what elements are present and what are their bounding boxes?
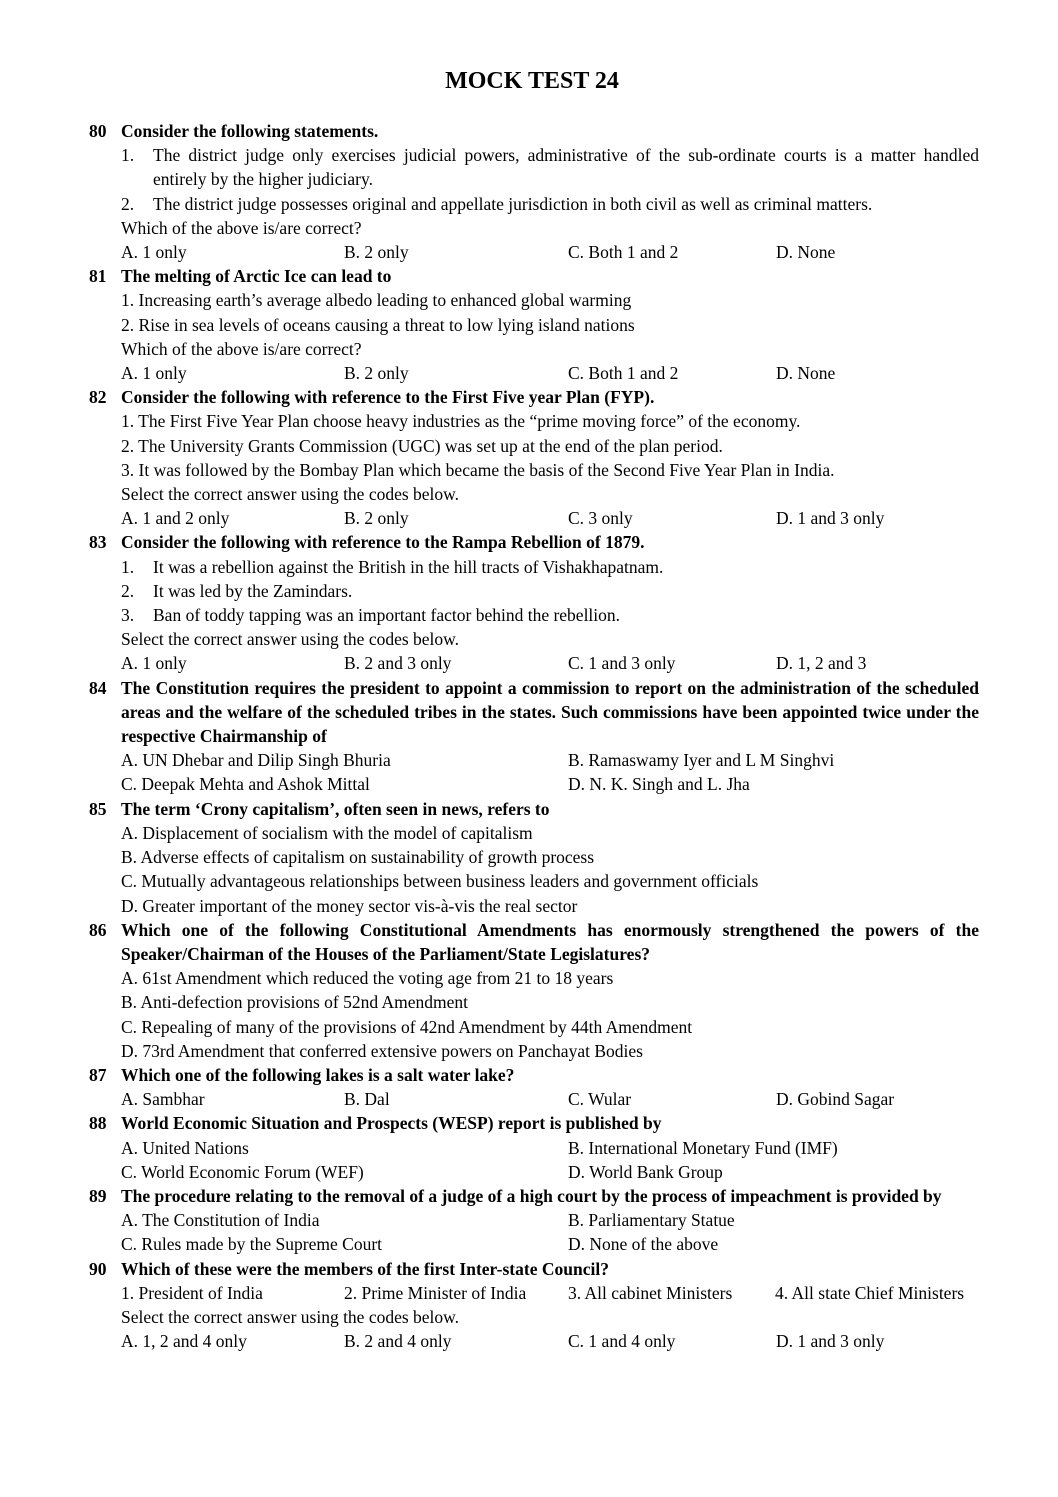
option-a: A. Displacement of socialism with the model of capitalism	[121, 822, 533, 843]
question-number: 87	[89, 1064, 107, 1085]
question-prompt: Which of the above is/are correct?	[121, 217, 362, 238]
option-d: D. N. K. Singh and L. Jha	[568, 774, 750, 795]
questions-list	[89, 119, 979, 1353]
option-d: D. 73rd Amendment that conferred extensive powers on Panchayat Bodies	[121, 1040, 643, 1061]
options-row	[121, 1232, 979, 1256]
question-number: 85	[89, 798, 107, 819]
option-a: A. 1 only	[121, 242, 187, 263]
option-c: C. 1 and 4 only	[568, 1331, 676, 1352]
statement: 1. The First Five Year Plan choose heavy industries as the “prime moving force” of the economy.	[121, 411, 801, 432]
option-d: D. Gobind Sagar	[776, 1089, 895, 1110]
question-90	[89, 1257, 979, 1354]
question-number: 86	[89, 919, 107, 940]
options-row	[121, 1087, 979, 1111]
option-c: C. 1 and 3 only	[568, 653, 676, 674]
options-row	[121, 1329, 979, 1353]
option-a: A. Sambhar	[121, 1089, 205, 1110]
option-b: B. International Monetary Fund (IMF)	[568, 1137, 838, 1158]
statement: 2. Rise in sea levels of oceans causing a threat to low lying island nations	[121, 314, 635, 335]
option-b: B. Dal	[344, 1089, 390, 1110]
option-b: B. Anti-defection provisions of 52nd Amendment	[121, 992, 469, 1013]
question-85	[89, 797, 979, 918]
question-text: World Economic Situation and Prospects (WESP) report is published by	[121, 1113, 662, 1134]
question-87	[89, 1063, 979, 1111]
question-number: 89	[89, 1185, 107, 1206]
option-c: C. Deepak Mehta and Ashok Mittal	[121, 774, 370, 795]
question-number: 83	[89, 532, 107, 553]
question-83	[89, 530, 979, 675]
option-b: B. 2 only	[344, 363, 409, 384]
member-item: 4. All state Chief Ministers	[775, 1282, 965, 1303]
question-text: The Constitution requires the president to appoint a commission to report on the administration of the scheduled areas and the welfare of the scheduled tribes in the states. Such commissions have been appointed twice under the respective Chairmanship of	[121, 677, 979, 747]
question-84	[89, 676, 979, 797]
option-c: C. Wular	[568, 1089, 632, 1110]
member-item: 2. Prime Minister of India	[344, 1282, 527, 1303]
question-number: 90	[89, 1258, 107, 1279]
options-row	[121, 240, 979, 264]
option-c: C. Both 1 and 2	[568, 363, 679, 384]
option-a: A. 61st Amendment which reduced the voting age from 21 to 18 years	[121, 968, 614, 989]
options-row	[121, 1136, 979, 1160]
option-a: A. UN Dhebar and Dilip Singh Bhuria	[121, 750, 391, 771]
options-row	[121, 361, 979, 385]
options-row	[121, 506, 979, 530]
option-c: C. World Economic Forum (WEF)	[121, 1161, 364, 1182]
option-b: B. Adverse effects of capitalism on sustainability of growth process	[121, 847, 595, 868]
option-b: B. 2 only	[344, 242, 409, 263]
question-prompt: Select the correct answer using the codes below.	[121, 484, 460, 505]
question-88	[89, 1111, 979, 1184]
statement: 3. Ban of toddy tapping was an important factor behind the rebellion.	[121, 605, 621, 626]
option-a: A. 1 and 2 only	[121, 508, 230, 529]
statement: 1. Increasing earth’s average albedo leading to enhanced global warming	[121, 290, 632, 311]
option-a: A. 1 only	[121, 653, 187, 674]
question-prompt: Select the correct answer using the codes below.	[121, 1306, 460, 1327]
option-a: A. 1 only	[121, 363, 187, 384]
option-c: C. Rules made by the Supreme Court	[121, 1234, 383, 1255]
question-text: Which one of the following Constitutional Amendments has enormously strengthened the powers of the Speaker/Chairman of the Houses of the Parliament/State Legislatures?	[121, 919, 979, 964]
question-text: Which of these were the members of the first Inter-state Council?	[121, 1258, 609, 1279]
option-b: B. Parliamentary Statue	[568, 1210, 735, 1231]
question-text: Which one of the following lakes is a salt water lake?	[121, 1064, 515, 1085]
question-81	[89, 264, 979, 385]
option-a: A. United Nations	[121, 1137, 249, 1158]
members-row	[121, 1281, 979, 1305]
option-d: D. 1, 2 and 3	[776, 653, 867, 674]
question-number: 82	[89, 387, 107, 408]
option-c: C. Both 1 and 2	[568, 242, 679, 263]
question-89	[89, 1184, 979, 1257]
question-text: The term ‘Crony capitalism’, often seen in news, refers to	[121, 798, 550, 819]
option-b: B. 2 only	[344, 508, 409, 529]
option-b: B. Ramaswamy Iyer and L M Singhvi	[568, 750, 835, 771]
member-item: 3. All cabinet Ministers	[568, 1282, 733, 1303]
question-86	[89, 918, 979, 1063]
member-item: 1. President of India	[121, 1282, 263, 1303]
statement: 1. It was a rebellion against the British in the hill tracts of Vishakhapatnam.	[121, 556, 664, 577]
option-d: D. None	[776, 242, 836, 263]
question-number: 84	[89, 677, 107, 698]
question-number: 88	[89, 1113, 107, 1134]
question-text: The melting of Arctic Ice can lead to	[121, 266, 392, 287]
option-d: D. World Bank Group	[568, 1161, 723, 1182]
statement: 2. It was led by the Zamindars.	[121, 580, 353, 601]
question-number: 80	[89, 121, 107, 141]
statement: 1. The district judge only exercises judicial powers, administrative of the sub-ordinate courts is a matter handled entirely by the higher judiciary.	[121, 145, 979, 190]
question-text: Consider the following with reference to the Rampa Rebellion of 1879.	[121, 532, 645, 553]
options-row	[121, 651, 979, 675]
option-d: D. None	[776, 363, 836, 384]
option-b: B. 2 and 4 only	[344, 1331, 452, 1352]
option-d: D. Greater important of the money sector vis-à-vis the real sector	[121, 895, 578, 916]
option-d: D. None of the above	[568, 1234, 719, 1255]
option-c: C. 3 only	[568, 508, 633, 529]
option-a: A. The Constitution of India	[121, 1210, 320, 1231]
page-title: MOCK TEST 24	[445, 68, 619, 94]
options-row	[121, 1160, 979, 1184]
question-text: The procedure relating to the removal of a judge of a high court by the process of impeachment is provided by	[121, 1185, 942, 1206]
options-row	[121, 748, 979, 772]
statement: 3. It was followed by the Bombay Plan which became the basis of the Second Five Year Plan in India.	[121, 459, 835, 480]
options-row	[121, 772, 979, 796]
question-82	[89, 385, 979, 530]
option-d: D. 1 and 3 only	[776, 508, 885, 529]
question-prompt: Select the correct answer using the codes below.	[121, 629, 460, 650]
question-text: Consider the following statements.	[121, 121, 379, 141]
option-c: C. Repealing of many of the provisions of 42nd Amendment by 44th Amendment	[121, 1016, 693, 1037]
question-80	[89, 119, 979, 264]
option-b: B. 2 and 3 only	[344, 653, 452, 674]
statement: 2. The University Grants Commission (UGC) was set up at the end of the plan period.	[121, 435, 723, 456]
option-d: D. 1 and 3 only	[776, 1331, 885, 1352]
question-prompt: Which of the above is/are correct?	[121, 338, 362, 359]
statement: 2. The district judge possesses original and appellate jurisdiction in both civil as well as criminal matters.	[121, 193, 873, 214]
option-c: C. Mutually advantageous relationships between business leaders and government officials	[121, 871, 759, 892]
options-row	[121, 1208, 979, 1232]
question-number: 81	[89, 266, 107, 287]
question-text: Consider the following with reference to the First Five year Plan (FYP).	[121, 387, 655, 408]
option-a: A. 1, 2 and 4 only	[121, 1331, 247, 1352]
